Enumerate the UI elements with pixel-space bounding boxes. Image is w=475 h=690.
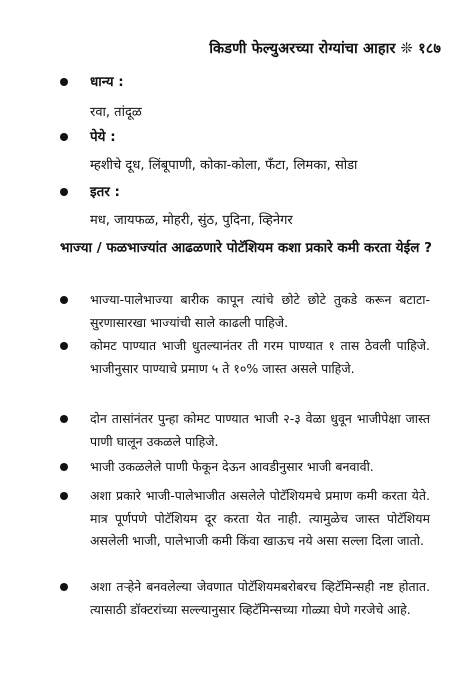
list-item-text: कोमट पाण्यात भाजी धुतल्यानंतर ती गरम पाण्यात १ तास ठेवली पाहिजे. भाजीनुसार पाण्याचे प्रमाण ५ ते १०% जास्त असले पाहिजे. <box>90 338 430 376</box>
list-item-text: अशा प्रकारे भाजी-पालेभाजीत असलेले पोटॅशियमचे प्रमाण कमी करता येते. मात्र पूर्णपणे पोटॅशियम दूर करता येत नाही. त्यामुळेच जास्त पोटॅशियम असलेली भाजी, पालेभाजी कमी किंवा खाऊच नये असा सल्ला दिला जातो. <box>90 488 430 548</box>
bullet-icon <box>60 463 68 471</box>
bullet-icon <box>60 296 68 304</box>
bullet-icon <box>60 133 68 141</box>
list-item-text: अशा तऱ्हेने बनवलेल्या जेवणात पोटॅशियमबरोबरच व्हिटॅमिन्सही नष्ट होतात. त्यासाठी डॉक्टरांच्या सल्ल्यानुसार व्हिटॅमिन्सच्या गोळ्या घेणे गरजेचे आहे. <box>90 579 430 617</box>
bullet-icon <box>60 583 68 591</box>
bullet-icon <box>60 78 68 86</box>
section-body: म्हशीचे दूध, लिंबूपाणी, कोका-कोला, फँटा, लिमका, सोडा <box>90 158 358 173</box>
list-item-text: दोन तासांनंतर पुन्हा कोमट पाण्यात भाजी २-३ वेळा धुवून भाजीपेक्षा जास्त पाणी घालून उकळले पाहिजे. <box>90 411 430 449</box>
section-body: रवा, तांदूळ <box>90 105 142 120</box>
bullet-icon <box>60 342 68 350</box>
bullet-icon <box>60 492 68 500</box>
section-body: मध, जायफळ, मोहरी, सुंठ, पुदिना, व्हिनेगर <box>90 213 293 228</box>
question-heading: भाज्या / फळभाज्यांत आढळणारे पोटॅशियम कशा प्रकारे कमी करता येईल ? <box>60 240 432 256</box>
section-others <box>0 182 475 228</box>
list-item-text: भाज्या-पालेभाज्या बारीक कापून त्यांचे छोटे छोटे तुकडे करून बटाटा-सुरणासारखा भाज्यांची साले काढली पाहिजे. <box>90 292 430 330</box>
bullet-icon <box>60 188 68 196</box>
section-drinks <box>0 127 475 173</box>
running-head: किडणी फेल्युअरच्या रोग्यांचा आहार ❊ १८७ <box>209 41 441 57</box>
section-title: इतर : <box>90 184 120 200</box>
list-item-text: भाजी उकळलेले पाणी फेकून देऊन आवडीनुसार भाजी बनवावी. <box>90 459 374 474</box>
section-title: पेये : <box>90 129 116 145</box>
bullet-icon <box>60 415 68 423</box>
section-grains <box>0 72 475 120</box>
section-title: धान्य : <box>90 74 124 90</box>
